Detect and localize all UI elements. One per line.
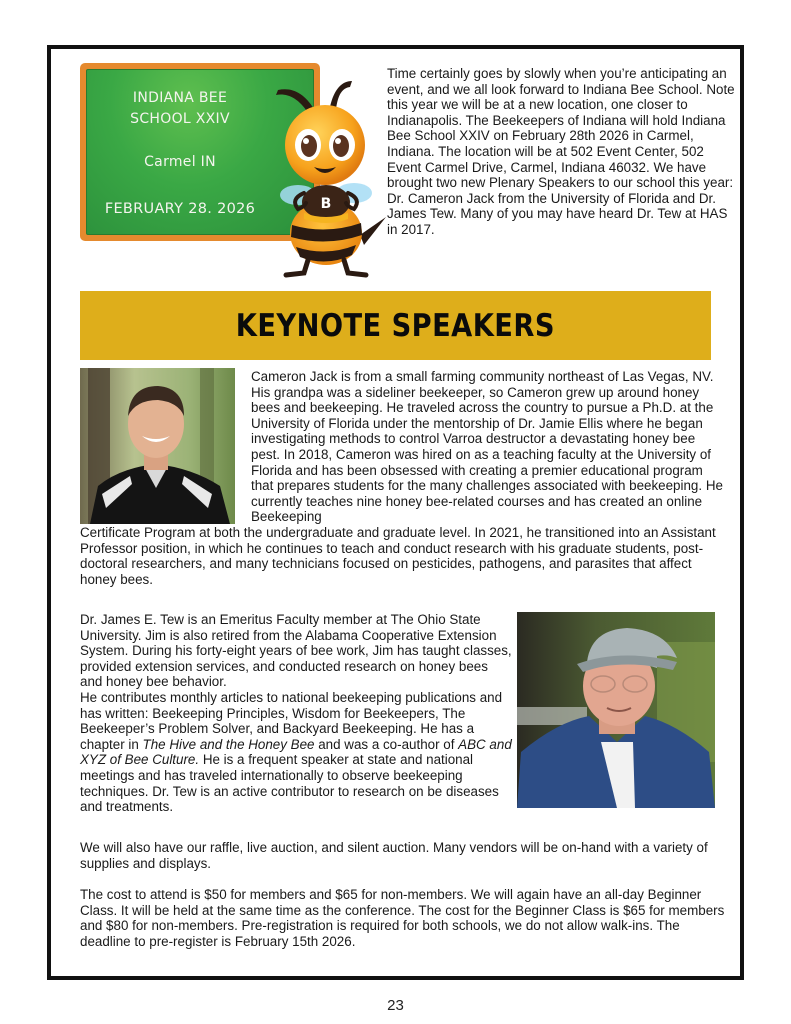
james-tew-photo [517, 612, 715, 808]
chalkboard-line-4: FEBRUARY 28. 2026 [104, 201, 256, 217]
james-tew-bio-p1: Dr. James E. Tew is an Emeritus Faculty member at The Ohio State University. Jim is also retired from the Alabama Cooperative Extension System. During his forty-eight years of bee work, Jim has taught classes, provided extension services, and conducted research on honey bees and honey bee behavior. [80, 612, 512, 690]
page-number: 23 [387, 997, 404, 1014]
keynote-speakers-banner [80, 291, 711, 360]
bee-mascot-illustration [268, 75, 388, 280]
cameron-jack-bio-bottom: Certificate Program at both the undergraduate and graduate level. In 2021, he transitioned into an Assistant Professor position, in which he continues to teach and conduct research with his graduate students, post-doctoral researchers, and many technicians focused on pesticides, pathogens, and parasites that affect honey bees. [80, 525, 716, 587]
chalkboard-line-2: SCHOOL XXIV [130, 111, 230, 127]
book-title-abc-xyz: ABC and XYZ of Bee Culture. [80, 736, 512, 768]
cost-paragraph: The cost to attend is $50 for members and $65 for non-members. We will again have an all-day Beginner Class. It will be held at the same time as the conference. The cost for the Beginner Class is $65 for members and $80 for non-members. Pre-registration is required for both schools, we do not allow walk-ins. The deadline to pre-register is February 15th 2026. [80, 887, 725, 949]
cameron-jack-photo [80, 368, 235, 524]
chalkboard-line-3: Carmel IN [144, 154, 216, 170]
james-tew-bio-p2 [80, 690, 512, 815]
chalkboard-line-1: INDIANA BEE [132, 90, 228, 106]
cameron-jack-bio-top: Cameron Jack is from a small farming community northeast of Las Vegas, NV. His grandpa was a sideliner beekeeper, so Cameron grew up around honey bees and beekeeping. He traveled across the country to pursue a Ph.D. at the University of Florida under the mentorship of Dr. Jamie Ellis where he began investigating methods to control Varroa destructor a devastating honey bee pest. In 2018, Cameron was hired on as a teaching faculty at the University of Florida and has been obsessed with creating a premier educational program that prepares students for the many challenges associated with beekeeping. He currently teaches nine honey bee-related courses and has created an online Beekeeping [251, 369, 723, 525]
banner-title: KEYNOTE SPEAKERS [235, 307, 556, 344]
intro-paragraph: Time certainly goes by slowly when you’re anticipating an event, and we all look forward to Indiana Bee School. Note this year we will be at a new location, one closer to Indianapolis. The Beekeepers of Indiana will hold Indiana Bee School XXIV on February 28th 2026 in Carmel, Indiana. The location will be at 502 Event Center, 502 Event Carmel Drive, Carmel, Indiana 46032. We have brought two new Plenary Speakers to our school this year: Dr. Cameron Jack from the University of Florida and Dr. James Tew. Many of you may have heard Dr. Tew at HAS in 2017. [387, 66, 735, 237]
tew-p2-part-c: He is a frequent speaker at state and national meetings and has traveled internationally to observe beekeeping techniques. Dr. Tew is an active contributor to research on be diseases and treatments. [80, 752, 499, 815]
bee-icon [268, 75, 388, 280]
bee-shirt-letter: B [320, 196, 332, 212]
tew-p2-part-b: and was a co-author of [314, 736, 459, 752]
auction-paragraph: We will also have our raffle, live auction, and silent auction. Many vendors will be on-hand with a variety of supplies and displays. [80, 840, 708, 871]
book-title-hive: The Hive and the Honey Bee [142, 736, 315, 752]
tew-p2-part-a: He contributes monthly articles to national beekeeping publications and has written: Beekeeping Principles, Wisdom for Beekeepers, The Beekeeper’s Problem Solver, and Backyard Beekeeping. He has a chapter in [80, 689, 503, 752]
james-tew-bio [80, 612, 512, 815]
